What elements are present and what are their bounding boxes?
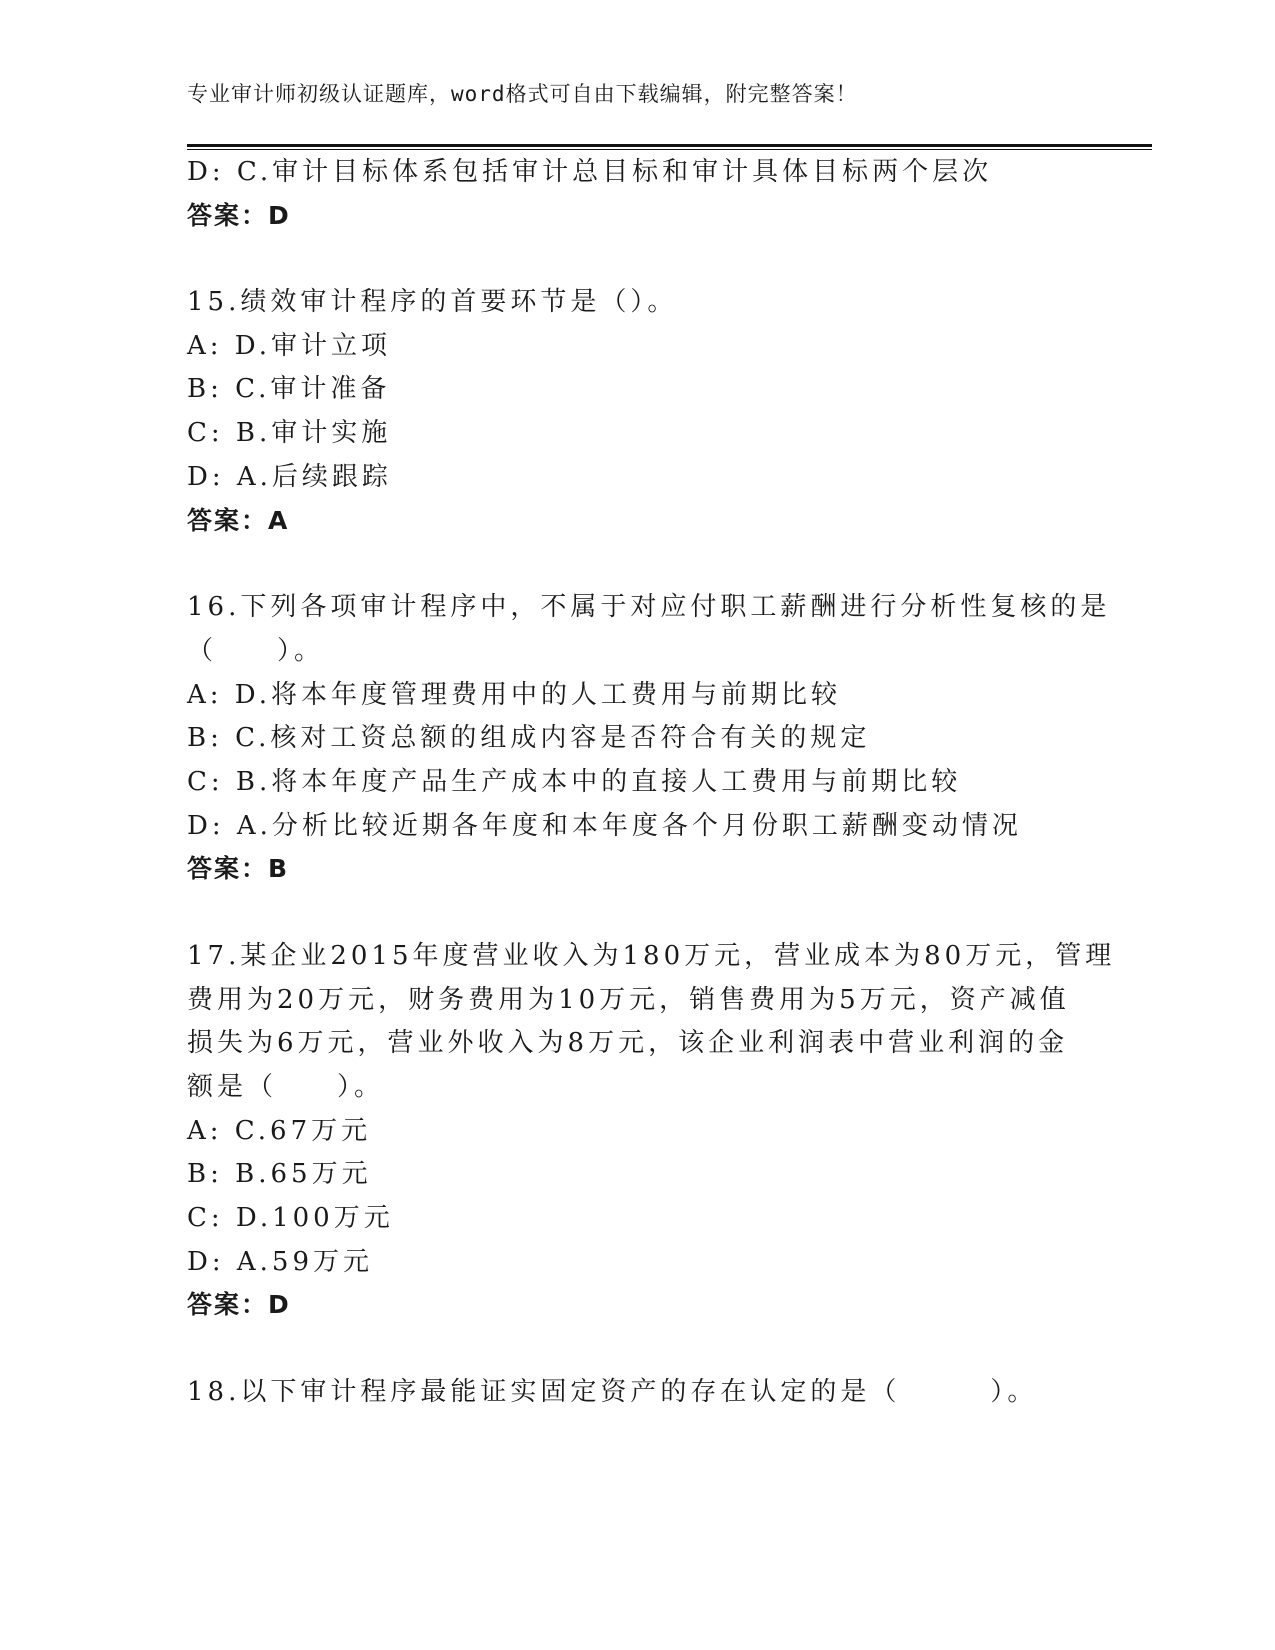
header-divider bbox=[187, 144, 1152, 151]
q16-answer: 答案：B bbox=[187, 854, 290, 883]
q17-stem-line4: 额是（ ）。 bbox=[187, 1072, 385, 1102]
header-divider-thin bbox=[187, 149, 1152, 150]
page-header: 专业审计师初级认证题库，word格式可自由下载编辑，附完整答案！ bbox=[187, 82, 858, 106]
q16-option-b: B: C.核对工资总额的组成内容是否符合有关的规定 bbox=[187, 723, 871, 753]
q16-option-d: D: A.分析比较近期各年度和本年度各个月份职工薪酬变动情况 bbox=[187, 811, 1022, 841]
q17-option-c: C: D.100万元 bbox=[187, 1203, 394, 1233]
q18-stem: 18.以下审计程序最能证实固定资产的存在认定的是（ ）。 bbox=[187, 1377, 1038, 1407]
q15-answer: 答案：A bbox=[187, 506, 290, 535]
q15-option-c: C: B.审计实施 bbox=[187, 418, 392, 448]
q15-stem: 15.绩效审计程序的首要环节是（）。 bbox=[187, 287, 678, 317]
q17-stem-line3: 损失为6万元，营业外收入为8万元，该企业利润表中营业利润的金 bbox=[187, 1028, 1069, 1058]
q16-stem-line2: （ ）。 bbox=[187, 636, 325, 666]
q17-option-d: D: A.59万元 bbox=[187, 1247, 373, 1277]
q16-stem-line1: 16.下列各项审计程序中，不属于对应付职工薪酬进行分析性复核的是 bbox=[187, 592, 1111, 622]
q14-answer: 答案：D bbox=[187, 201, 291, 230]
q17-stem-line2: 费用为20万元，财务费用为10万元，销售费用为5万元，资产减值 bbox=[187, 985, 1070, 1015]
q16-option-c: C: B.将本年度产品生产成本中的直接人工费用与前期比较 bbox=[187, 767, 962, 797]
q15-option-a: A: D.审计立项 bbox=[187, 331, 391, 361]
q17-option-b: B: B.65万元 bbox=[187, 1159, 372, 1189]
q15-option-b: B: C.审计准备 bbox=[187, 374, 391, 404]
q17-option-a: A: C.67万元 bbox=[187, 1116, 372, 1146]
q17-stem-line1: 17.某企业2015年度营业收入为180万元，营业成本为80万元，管理 bbox=[187, 941, 1116, 971]
q16-option-a: A: D.将本年度管理费用中的人工费用与前期比较 bbox=[187, 680, 841, 710]
header-divider-thick bbox=[187, 144, 1152, 147]
q15-option-d: D: A.后续跟踪 bbox=[187, 462, 392, 492]
q14-option-d: D: C.审计目标体系包括审计总目标和审计具体目标两个层次 bbox=[187, 157, 993, 187]
q17-answer: 答案：D bbox=[187, 1290, 291, 1319]
